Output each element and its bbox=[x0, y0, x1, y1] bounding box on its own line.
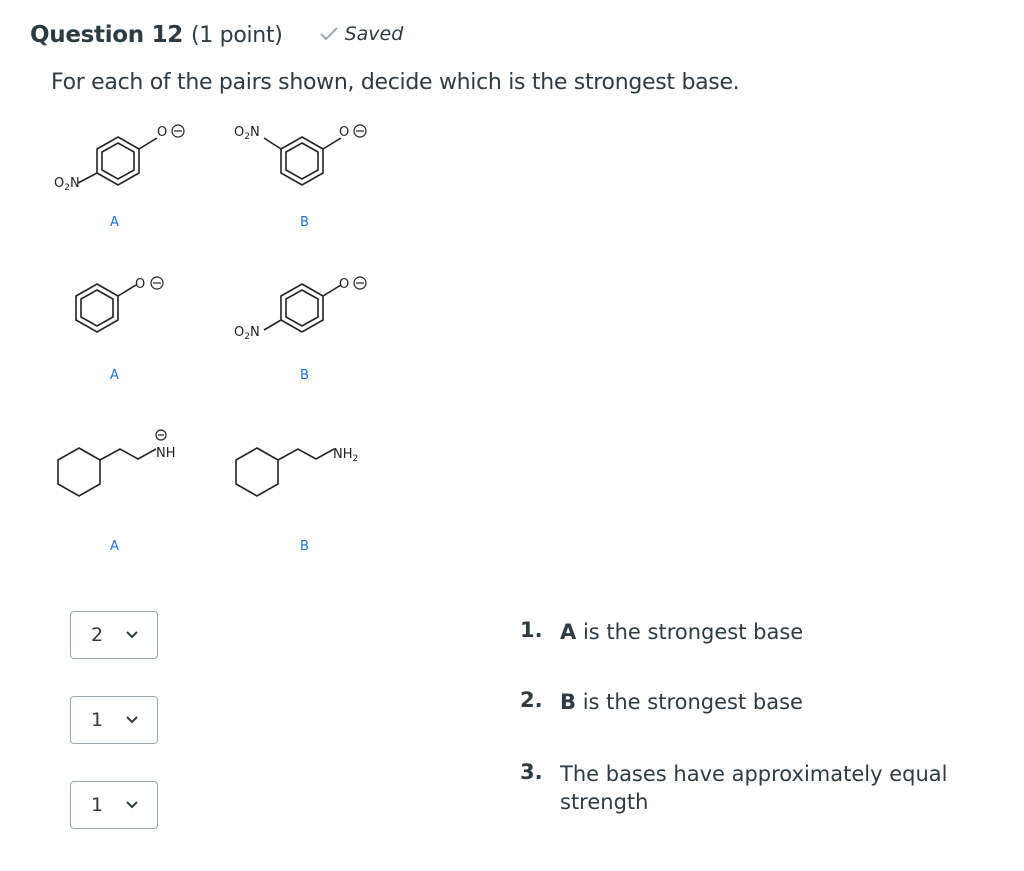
label-1b: B bbox=[300, 215, 309, 230]
answer-option-3 bbox=[520, 760, 980, 816]
answer-select-value: 1 bbox=[91, 794, 104, 816]
structure-1a bbox=[78, 137, 157, 185]
label-2a: A bbox=[110, 368, 119, 383]
nh2-3b: $NH_2$ bbox=[333, 447, 359, 464]
structure-3a bbox=[58, 448, 156, 496]
nitro-1b: $O_2N$ bbox=[234, 125, 260, 142]
answer-number: 1. bbox=[520, 618, 543, 642]
nitro-1a: $O_2N$ bbox=[54, 176, 80, 193]
answer-text: B is the strongest base bbox=[560, 690, 803, 714]
o-minus-2a: O bbox=[135, 277, 146, 292]
label-2b: B bbox=[300, 368, 309, 383]
label-3a: A bbox=[110, 539, 119, 554]
answer-text: The bases have approximately equal strength bbox=[560, 762, 948, 814]
answer-select-value: 1 bbox=[91, 709, 104, 731]
answer-select-1[interactable] bbox=[70, 611, 158, 659]
structure-3b bbox=[236, 448, 334, 496]
structure-2a bbox=[76, 284, 136, 332]
chevron-down-icon bbox=[125, 630, 139, 640]
question-points: (1 point) bbox=[190, 23, 283, 48]
answer-select-2[interactable] bbox=[70, 696, 158, 744]
structure-2b bbox=[264, 284, 341, 332]
nh-3a: NH bbox=[156, 446, 176, 461]
o-minus-1b: O bbox=[339, 125, 350, 140]
o-minus-1a: O bbox=[157, 125, 168, 140]
answer-select-value: 2 bbox=[91, 624, 104, 646]
answer-option-2 bbox=[520, 688, 980, 716]
answer-number: 3. bbox=[520, 760, 543, 784]
nitro-2b: $O_2N$ bbox=[234, 325, 260, 342]
saved-label: Saved bbox=[344, 23, 404, 45]
chevron-down-icon bbox=[125, 800, 139, 810]
question-prompt: For each of the pairs shown, decide which is the strongest base. bbox=[51, 70, 740, 95]
label-3b: B bbox=[300, 539, 309, 554]
structure-1b bbox=[264, 137, 341, 185]
chevron-down-icon bbox=[125, 715, 139, 725]
question-title: Question 12 bbox=[30, 22, 183, 48]
answer-select-3[interactable] bbox=[70, 781, 158, 829]
answer-text: A is the strongest base bbox=[560, 620, 804, 644]
o-minus-2b: O bbox=[339, 277, 350, 292]
answer-number: 2. bbox=[520, 688, 543, 712]
label-1a: A bbox=[110, 215, 119, 230]
answer-option-1 bbox=[520, 618, 980, 646]
